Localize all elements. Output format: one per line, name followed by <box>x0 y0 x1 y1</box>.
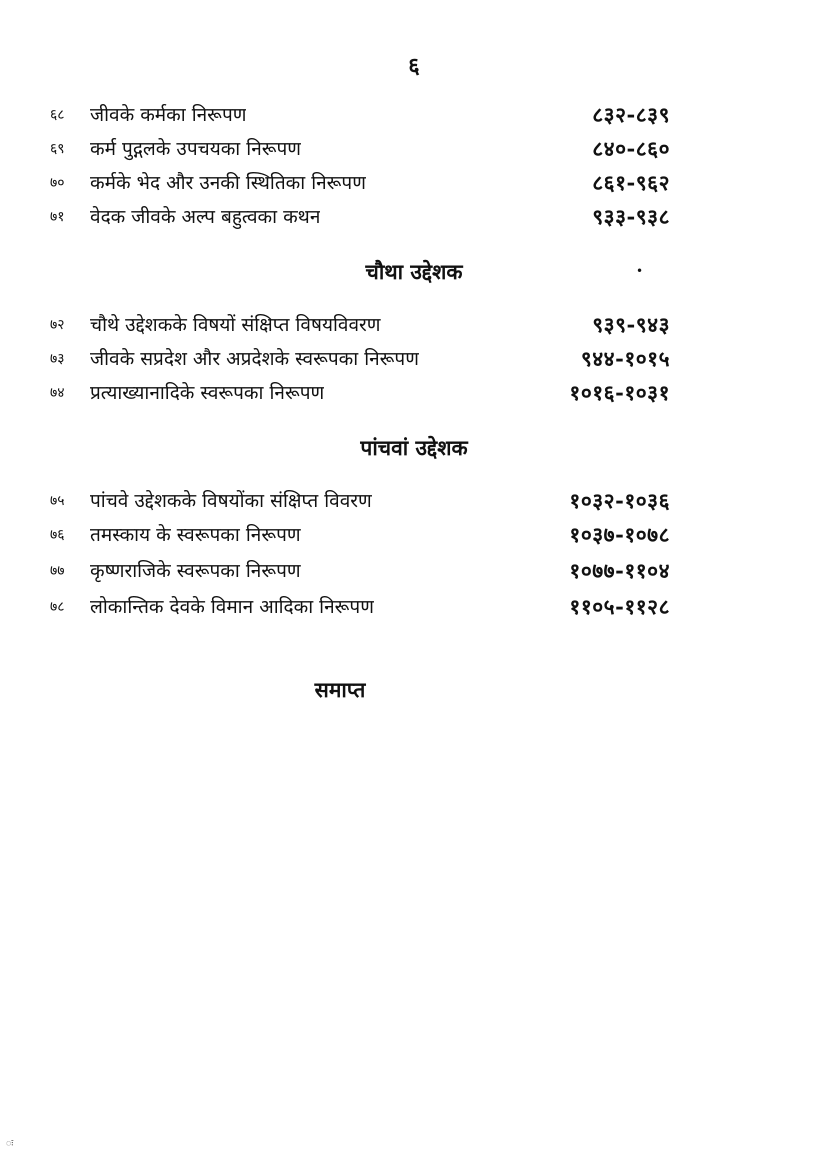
section-heading-fourth: चौथा उद्देशक <box>365 259 463 284</box>
entry-number: ७३ <box>50 351 65 367</box>
toc-entry <box>50 520 670 550</box>
entry-number: ७८ <box>50 599 65 615</box>
toc-entry <box>50 134 670 164</box>
entry-title: पांचवे उद्देशकके विषयोंका संक्षिप्त विवरण <box>90 490 372 512</box>
toc-entry <box>50 556 670 586</box>
entry-page-range: १०१६-१०३१ <box>569 380 670 405</box>
entry-page-range: १०३२-१०३६ <box>569 488 670 513</box>
entry-title: जीवके सप्रदेश और अप्रदेशके स्वरूपका निरूपण <box>90 348 419 370</box>
toc-entry <box>50 168 670 198</box>
entry-page-range: ११०५-११२८ <box>569 594 670 619</box>
entry-number: ७७ <box>50 563 65 579</box>
margin-marks: ः <box>6 1139 14 1149</box>
entry-title: प्रत्याख्यानादिके स्वरूपका निरूपण <box>90 382 325 404</box>
entry-title: जीवके कर्मका निरूपण <box>90 104 247 126</box>
entry-number: ७४ <box>50 385 65 401</box>
entry-page-range: ९४४-१०१५ <box>580 346 670 371</box>
closing-word: समाप्त <box>314 677 366 702</box>
entry-page-range: १०७७-११०४ <box>569 558 670 583</box>
entry-number: ७२ <box>50 317 65 333</box>
entry-title: वेदक जीवके अल्प बहुत्वका कथन <box>90 206 321 228</box>
toc-entry <box>50 344 670 374</box>
entry-title: कर्मके भेद और उनकी स्थितिका निरूपण <box>90 172 366 194</box>
entry-number: ७६ <box>50 527 65 543</box>
entry-page-range: ९३९-९४३ <box>592 312 670 337</box>
entry-title: चौथे उद्देशकके विषयों संक्षिप्त विषयविवरण <box>90 314 381 336</box>
entry-page-range: ८६१-९६२ <box>592 170 670 195</box>
entry-page-range: ८४०-८६० <box>592 136 670 161</box>
entry-page-range: १०३७-१०७८ <box>569 522 670 547</box>
toc-entry <box>50 310 670 340</box>
entry-title: तमस्काय के स्वरूपका निरूपण <box>90 524 301 546</box>
toc-entry <box>50 486 670 516</box>
toc-entry <box>50 378 670 408</box>
toc-entry <box>50 592 670 622</box>
entry-number: ६९ <box>50 141 65 157</box>
entry-number: ७५ <box>50 493 65 509</box>
page-number: ६ <box>408 53 420 79</box>
entry-number: ७१ <box>50 209 65 225</box>
entry-number: ६८ <box>50 107 65 123</box>
entry-title: कृष्णराजिके स्वरूपका निरूपण <box>90 560 301 582</box>
entry-page-range: ८३२-८३९ <box>592 102 670 127</box>
entry-title: कर्म पुद्गलके उपचयका निरूपण <box>90 138 302 160</box>
entry-title: लोकान्तिक देवके विमान आदिका निरूपण <box>90 596 374 618</box>
toc-entry <box>50 100 670 130</box>
entry-number: ७० <box>50 175 65 191</box>
section-heading-fifth: पांचवां उद्देशक <box>360 435 468 460</box>
toc-entry <box>50 202 670 232</box>
entry-page-range: ९३३-९३८ <box>592 204 670 229</box>
stray-mark: • <box>636 264 644 278</box>
